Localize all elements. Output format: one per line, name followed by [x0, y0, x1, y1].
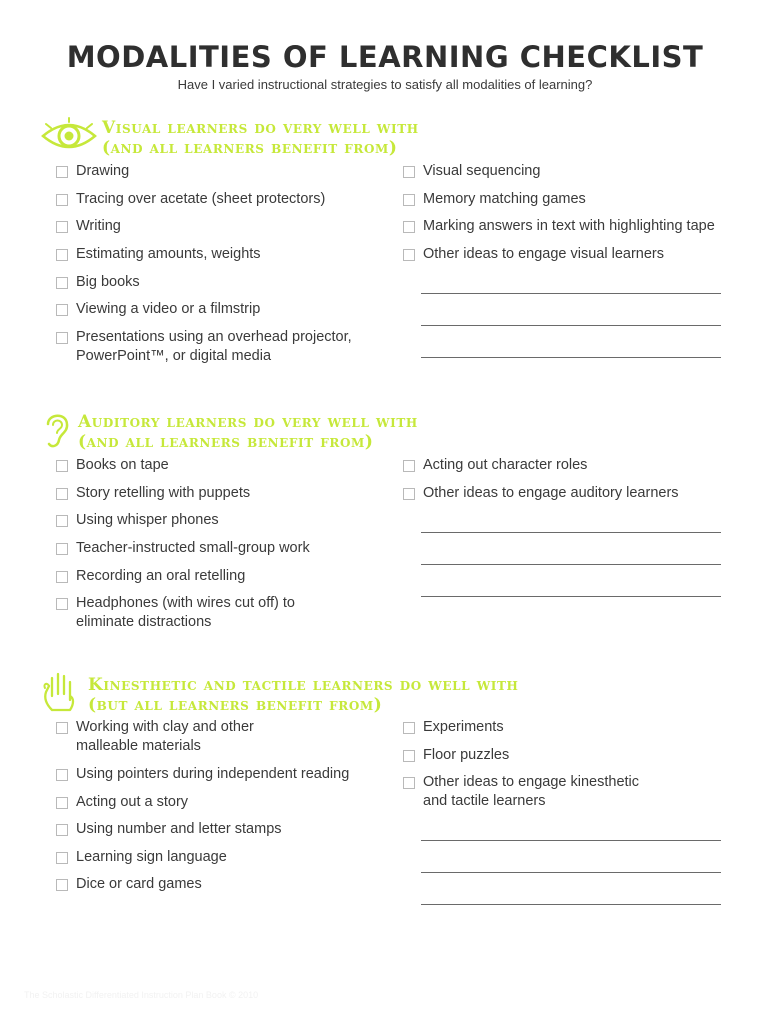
checkbox[interactable] [403, 166, 415, 178]
checklist-item[interactable]: Dice or card games [56, 875, 202, 894]
write-in-line[interactable] [421, 564, 721, 565]
write-in-line[interactable] [421, 357, 721, 358]
checklist-item[interactable]: Floor puzzles [403, 746, 509, 765]
checkbox[interactable] [56, 332, 68, 344]
write-in-line[interactable] [421, 872, 721, 873]
eye-icon [40, 116, 98, 156]
checklist-item[interactable]: Headphones (with wires cut off) to eliminate distractions [56, 594, 295, 631]
checklist-item[interactable]: Acting out character roles [403, 456, 587, 475]
ear-icon [40, 408, 72, 450]
checklist-item[interactable]: Books on tape [56, 456, 169, 475]
checklist-item[interactable]: Writing [56, 217, 121, 236]
checkbox[interactable] [403, 249, 415, 261]
checkbox[interactable] [403, 460, 415, 472]
checkbox[interactable] [403, 750, 415, 762]
footer-credit: The Scholastic Differentiated Instruction Plan Book © 2010 [24, 990, 259, 1000]
checklist-item[interactable]: Learning sign language [56, 848, 227, 867]
checklist-item[interactable]: Experiments [403, 718, 504, 737]
checklist-item[interactable]: Estimating amounts, weights [56, 245, 261, 264]
checkbox[interactable] [403, 722, 415, 734]
checkbox[interactable] [56, 797, 68, 809]
checkbox[interactable] [56, 277, 68, 289]
checkbox[interactable] [56, 249, 68, 261]
checklist-item[interactable]: Teacher-instructed small-group work [56, 539, 310, 558]
checkbox[interactable] [56, 879, 68, 891]
checklist-item[interactable]: Viewing a video or a filmstrip [56, 300, 260, 319]
checkbox[interactable] [56, 571, 68, 583]
checklist-item[interactable]: Tracing over acetate (sheet protectors) [56, 190, 325, 209]
checklist-item[interactable]: Using pointers during independent reading [56, 765, 349, 784]
checkbox[interactable] [56, 852, 68, 864]
checkbox[interactable] [56, 543, 68, 555]
checkbox[interactable] [403, 488, 415, 500]
checkbox[interactable] [56, 722, 68, 734]
write-in-line[interactable] [421, 325, 721, 326]
hand-icon [40, 670, 82, 714]
checkbox[interactable] [403, 221, 415, 233]
checklist-item[interactable]: Recording an oral retelling [56, 567, 245, 586]
checklist-item[interactable]: Story retelling with puppets [56, 484, 250, 503]
checklist-item[interactable]: Other ideas to engage auditory learners [403, 484, 679, 503]
checklist-item[interactable]: Using number and letter stamps [56, 820, 282, 839]
checkbox[interactable] [56, 488, 68, 500]
write-in-line[interactable] [421, 293, 721, 294]
checklist-item[interactable]: Using whisper phones [56, 511, 219, 530]
checklist-item[interactable]: Other ideas to engage visual learners [403, 245, 664, 264]
checklist-item[interactable]: Drawing [56, 162, 129, 181]
checkbox[interactable] [56, 460, 68, 472]
checkbox[interactable] [56, 304, 68, 316]
checkbox[interactable] [56, 824, 68, 836]
kinesthetic-heading: Kinesthetic and tactile learners do well with (but all learners benefit from) [88, 675, 519, 715]
checkbox[interactable] [403, 194, 415, 206]
checklist-item[interactable]: Other ideas to engage kinesthetic and tactile learners [403, 773, 639, 810]
write-in-line[interactable] [421, 840, 721, 841]
write-in-line[interactable] [421, 904, 721, 905]
checkbox[interactable] [56, 221, 68, 233]
checklist-item[interactable]: Presentations using an overhead projector, PowerPoint™, or digital media [56, 328, 352, 365]
write-in-line[interactable] [421, 532, 721, 533]
checkbox[interactable] [56, 598, 68, 610]
checklist-item[interactable]: Big books [56, 273, 140, 292]
write-in-line[interactable] [421, 596, 721, 597]
checklist-item[interactable]: Visual sequencing [403, 162, 540, 181]
checklist-item[interactable]: Memory matching games [403, 190, 586, 209]
page-subtitle: Have I varied instructional strategies to satisfy all modalities of learning? [177, 77, 593, 92]
visual-heading: Visual learners do very well with (and all learners benefit from) [102, 118, 419, 158]
checkbox[interactable] [403, 777, 415, 789]
checkbox[interactable] [56, 194, 68, 206]
checkbox[interactable] [56, 515, 68, 527]
checklist-item[interactable]: Working with clay and other malleable materials [56, 718, 254, 755]
checkbox[interactable] [56, 166, 68, 178]
checklist-item[interactable]: Acting out a story [56, 793, 188, 812]
page-title: MODALITIES OF LEARNING CHECKLIST [66, 40, 704, 74]
checklist-item[interactable]: Marking answers in text with highlighting tape [403, 217, 715, 236]
checkbox[interactable] [56, 769, 68, 781]
auditory-heading: Auditory learners do very well with (and all learners benefit from) [78, 412, 418, 452]
